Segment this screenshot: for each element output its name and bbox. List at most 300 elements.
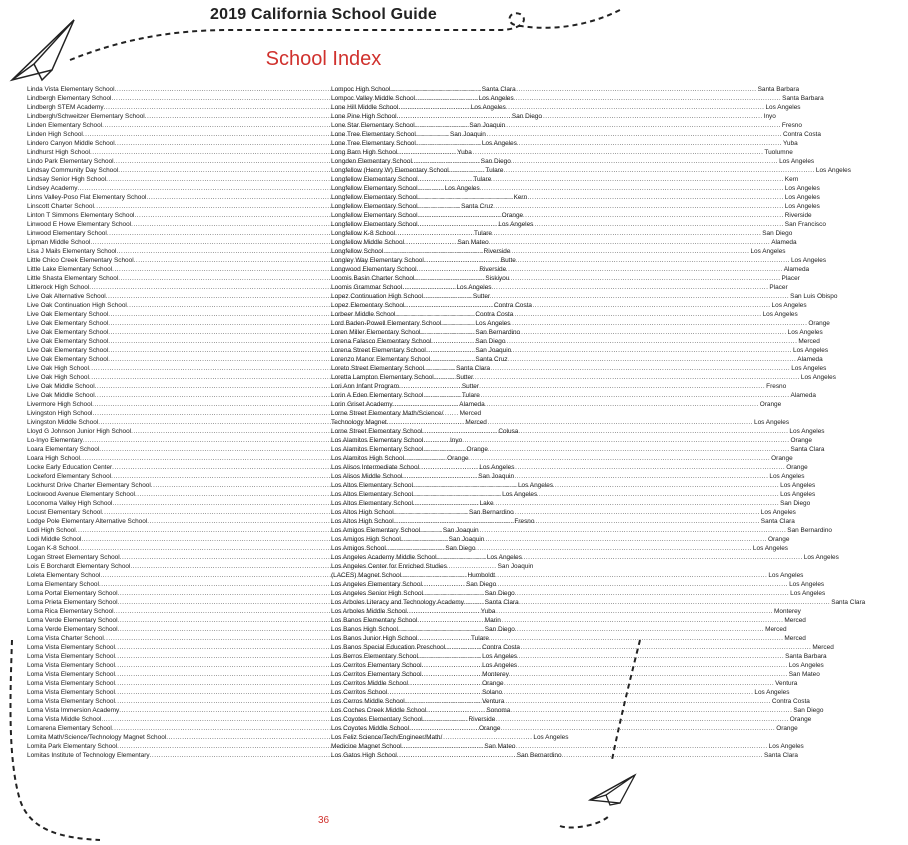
dot-leader	[420, 328, 786, 337]
school-name: Live Oak Continuation High School	[27, 302, 127, 309]
county-name: Los Angeles	[478, 95, 514, 102]
county-name: Sutter	[461, 383, 479, 390]
county-name: Alameda	[797, 356, 823, 363]
index-column-right	[331, 85, 866, 760]
school-name: Linton T Simmons Elementary School	[27, 212, 135, 219]
school-name: Los Alisos Intermediate School	[331, 464, 420, 471]
school-name: Live Oak Elementary School	[27, 356, 109, 363]
school-name: Lompoc Valley Middle School	[331, 95, 415, 102]
school-name: Loleta Elementary School	[27, 572, 101, 579]
county-name: Orange	[786, 464, 808, 471]
dot-leader	[413, 481, 779, 490]
school-name: Medicine Magnet School	[331, 743, 402, 750]
county-name: Riverside	[479, 266, 507, 273]
school-name: Lindbergh Elementary School	[27, 95, 112, 102]
index-entry	[331, 337, 820, 346]
county-name: Fresno	[781, 122, 802, 129]
school-name: Los Gatos High School	[331, 752, 397, 759]
school-name: Los Cerritos Elementary School	[331, 671, 422, 678]
school-name: Technology Magnet	[331, 419, 387, 426]
school-name: Lorenzo Manor Elementary School	[331, 356, 431, 363]
school-name: Lorena Falasco Elementary School	[331, 338, 432, 345]
county-name: Los Angeles	[470, 104, 506, 111]
school-name: Longfellow Middle School	[331, 239, 405, 246]
school-name: Lone Star Elementary School	[331, 122, 415, 129]
dot-leader	[407, 607, 773, 616]
county-name: San Diego	[480, 158, 511, 165]
school-name: Linwood Elementary School	[27, 230, 107, 237]
county-name: Monterey	[482, 671, 509, 678]
county-name: Tuolumne	[764, 149, 793, 156]
dot-leader	[423, 391, 789, 400]
index-entry	[331, 607, 801, 616]
county-name: Los Angeles	[754, 419, 790, 426]
dot-leader	[434, 373, 800, 382]
county-name: Los Angeles	[771, 302, 807, 309]
school-name: Lindsay Community Day School	[27, 167, 119, 174]
index-entry	[331, 697, 810, 706]
index-entry	[331, 166, 851, 175]
county-name: Merced	[784, 617, 806, 624]
county-name: Santa Clara	[484, 599, 519, 606]
school-name: Littlerock High School	[27, 284, 90, 291]
county-name: Merced	[784, 635, 806, 642]
school-name: Los Amigos Elementary School	[331, 527, 421, 534]
index-entry	[331, 688, 790, 697]
index-entry	[331, 292, 838, 301]
dot-leader	[399, 382, 765, 391]
school-name: Live Oak Middle School	[27, 392, 95, 399]
county-name: Santa Clara	[790, 446, 825, 453]
index-entry	[331, 526, 833, 535]
school-name: Lindero Canyon Middle School	[27, 140, 115, 147]
index-entry	[331, 562, 627, 571]
index-entry	[331, 310, 798, 319]
school-name: Longfellow Elementary School	[331, 194, 418, 201]
county-name: Alameda	[771, 239, 797, 246]
index-entry	[331, 103, 801, 112]
county-name: Monterey	[774, 608, 801, 615]
school-name: Los Cerritos Elementary School	[331, 662, 422, 669]
county-name: Santa Barbara	[785, 653, 827, 660]
school-name: Lodi Middle School	[27, 536, 82, 543]
index-entry	[331, 301, 807, 310]
county-name: Sutter	[456, 374, 474, 381]
school-name: Loara Elementary School	[27, 446, 100, 453]
school-name: Los Arboles Middle School	[331, 608, 407, 615]
county-name: Ventura	[775, 680, 798, 687]
school-name: Lorin Griset Academy	[331, 401, 393, 408]
county-name: Los Angeles	[803, 554, 839, 561]
school-name: Lindsay Senior High School	[27, 176, 107, 183]
school-name: Los Alamitos Elementary School	[331, 437, 424, 444]
index-entry	[331, 382, 787, 391]
county-name: San Mateo	[457, 239, 489, 246]
school-name: Loma Vista Immersion Academy	[27, 707, 120, 714]
dot-leader	[423, 292, 789, 301]
county-name: San Joaquin	[478, 473, 515, 480]
school-name: Live Oak Elementary School	[27, 338, 109, 345]
school-name: Linns Valley-Poso Flat Elementary School	[27, 194, 147, 201]
school-name: Lodi High School	[27, 527, 76, 534]
dot-leader	[422, 580, 788, 589]
school-name: Los Coyotes Middle School	[331, 725, 410, 732]
index-entry	[331, 130, 821, 139]
school-name: Loma Verde Elementary School	[27, 626, 118, 633]
dot-leader	[424, 364, 790, 373]
county-name: Santa Clara	[456, 365, 491, 372]
county-name: Los Angeles	[780, 482, 816, 489]
school-name: Linwood E Howe Elementary School	[27, 221, 132, 228]
county-name: Santa Barbara	[782, 95, 824, 102]
county-name: San Francisco	[784, 221, 826, 228]
school-name: Logan K-8 School	[27, 545, 79, 552]
school-name: Loomis Basin Charter School	[331, 275, 415, 282]
county-name: Los Angeles	[789, 581, 825, 588]
index-entry	[331, 427, 825, 436]
county-name: Los Angeles	[765, 104, 801, 111]
county-name: Yuba	[480, 608, 496, 615]
dot-leader	[408, 679, 774, 688]
county-name: Los Angeles	[769, 473, 805, 480]
school-name: Lisa J Mails Elementary School	[27, 248, 117, 255]
school-name: Longfellow Elementary School	[331, 203, 418, 210]
school-name: Locust Elementary School	[27, 509, 102, 516]
school-name: Loara High School	[27, 455, 80, 462]
dot-leader	[423, 445, 789, 454]
dot-leader	[416, 130, 782, 139]
index-entry	[331, 733, 627, 742]
guide-title: 2019 California School Guide	[210, 6, 437, 23]
dot-leader	[413, 490, 779, 499]
county-name: San Diego	[475, 338, 506, 345]
school-name: Lockeford Elementary School	[27, 473, 112, 480]
county-name: Sutter	[472, 293, 491, 300]
county-name: Los Angeles	[444, 185, 480, 192]
school-name: Los Angeles Center for Enriched Studies	[331, 563, 447, 570]
school-name: Live Oak Alternative School	[27, 293, 106, 300]
index-entry	[331, 625, 787, 634]
index-entry	[331, 643, 834, 652]
index-entry	[331, 481, 816, 490]
school-name: Little Shasta Elementary School	[27, 275, 119, 282]
dot-leader	[424, 256, 790, 265]
index-entry	[331, 679, 798, 688]
school-name: Longfellow K-8 School	[331, 230, 396, 237]
index-entry	[331, 544, 788, 553]
school-name: Little Chico Creek Elementary School	[27, 257, 134, 264]
school-name: Loma Verde Elementary School	[27, 617, 118, 624]
school-name: Los Cerritos School	[331, 689, 388, 696]
index-entry	[331, 373, 836, 382]
school-name: Longfellow (Henry W) Elementary School	[331, 167, 449, 174]
dot-leader	[413, 499, 779, 508]
index-entry	[331, 391, 816, 400]
school-name: Livingston Middle School	[27, 419, 99, 426]
dot-leader	[464, 598, 830, 607]
county-name: Placer	[769, 284, 788, 291]
index-entry	[331, 85, 800, 94]
school-name: Loma Vista Elementary School	[27, 680, 115, 687]
county-name: San Bernardino	[475, 329, 521, 336]
index-entry	[331, 247, 786, 256]
index-entry	[331, 202, 820, 211]
county-name: Los Angeles	[762, 311, 798, 318]
county-name: Solano	[482, 689, 503, 696]
dot-leader	[402, 472, 768, 481]
school-name: Lompoc High School	[331, 86, 391, 93]
dot-leader	[415, 94, 781, 103]
school-name: Los Amigos School	[331, 545, 386, 552]
county-name: Yuba	[457, 149, 472, 156]
index-entry	[331, 238, 797, 247]
index-entry	[331, 742, 804, 751]
dot-leader	[418, 175, 784, 184]
county-name: Contra Costa	[494, 302, 532, 309]
dot-leader	[394, 517, 760, 526]
county-name: San Joaquin	[442, 527, 479, 534]
school-name: Los Altos Elementary School	[331, 500, 413, 507]
county-name: Tulare	[473, 230, 492, 237]
index-entry	[331, 724, 798, 733]
county-name: Colusa	[498, 428, 519, 435]
dot-leader	[394, 508, 760, 517]
school-name: Loma Vista Elementary School	[27, 653, 115, 660]
county-name: Sonoma	[486, 707, 511, 714]
county-name: San Diego	[780, 500, 811, 507]
dot-leader	[404, 301, 770, 310]
school-name: Lo-Inyo Elementary	[27, 437, 83, 444]
school-name: Loreto Street Elementary School	[331, 365, 425, 372]
index-entry	[331, 634, 806, 643]
dot-leader	[386, 544, 752, 553]
county-name: Los Angeles	[482, 653, 518, 660]
county-name: Orange	[771, 455, 793, 462]
county-name: Los Angeles	[787, 329, 823, 336]
school-name: Loma Vista Elementary School	[27, 644, 115, 651]
school-name: Livermore High School	[27, 401, 93, 408]
county-name: Kern	[513, 194, 528, 201]
dot-leader	[398, 625, 764, 634]
school-name: Locke Early Education Center	[27, 464, 113, 471]
school-name: Lopez Elementary School	[331, 302, 405, 309]
school-name: Lori Ann Infant Program	[331, 383, 399, 390]
school-name: Loretta Lampton Elementary School	[331, 374, 434, 381]
dot-leader	[414, 274, 780, 283]
county-name: Los Angeles	[475, 320, 511, 327]
school-name: Live Oak High School	[27, 374, 89, 381]
school-name: Lord Baden-Powell Elementary School	[331, 320, 442, 327]
dot-leader	[422, 661, 788, 670]
dot-leader	[395, 229, 761, 238]
index-entry	[331, 454, 793, 463]
school-name: Los Feliz Science/Tech/Engineer/Math/	[331, 734, 443, 741]
page-number: 36	[317, 815, 330, 826]
county-name: Los Angeles	[768, 572, 804, 579]
dot-leader	[423, 436, 789, 445]
school-name: Lindo Park Elementary School	[27, 158, 114, 165]
index-entry	[331, 508, 796, 517]
school-name: Live Oak Elementary School	[27, 347, 109, 354]
dot-leader	[401, 571, 767, 580]
county-name: Los Angeles	[750, 248, 786, 255]
county-name: Yuba	[782, 140, 798, 147]
county-name: San Luis Obispo	[790, 293, 838, 300]
county-name: Los Angeles	[784, 203, 820, 210]
dot-leader	[418, 193, 784, 202]
county-name: San Joaquin	[469, 122, 506, 129]
school-name: Los Altos High School	[331, 518, 394, 525]
school-name: Lone Hill Middle School	[331, 104, 399, 111]
school-name: Linscott Charter School	[27, 203, 94, 210]
page-title: School Index	[265, 48, 382, 70]
county-name: Santa Clara	[764, 752, 799, 759]
school-name: Los Cerros Middle School	[331, 698, 405, 705]
index-entry	[331, 436, 812, 445]
county-name: Los Angeles	[752, 545, 788, 552]
dot-leader	[426, 706, 792, 715]
dot-leader	[404, 454, 770, 463]
county-name: Siskiyou	[485, 275, 510, 282]
school-name: Lindsey Academy	[27, 185, 78, 192]
index-entry	[331, 355, 823, 364]
county-name: Santa Clara	[831, 599, 866, 606]
county-name: Fresno	[514, 518, 535, 525]
school-name: Linda Vista Elementary School	[27, 86, 115, 93]
school-name: Los Coyotes Elementary School	[331, 716, 423, 723]
school-name: Los Alisos Middle School	[331, 473, 403, 480]
county-name: Los Angeles	[790, 590, 826, 597]
county-name: Orange	[501, 212, 524, 219]
school-name: Lorne Street Elementary Math/Science/	[331, 410, 444, 417]
index-entry	[331, 319, 830, 328]
county-name: Los Angeles	[482, 662, 518, 669]
school-name: Longden Elementary School	[331, 158, 412, 165]
index-entry	[331, 463, 808, 472]
dot-leader	[449, 166, 815, 175]
school-name: Loma Vista Charter School	[27, 635, 104, 642]
county-name: Alameda	[790, 392, 816, 399]
county-name: Alameda	[459, 401, 485, 408]
dot-leader	[419, 463, 785, 472]
county-name: Los Angeles	[498, 221, 534, 228]
county-name: San Diego	[793, 707, 824, 714]
dot-leader	[416, 139, 782, 148]
school-name: Los Banos High School	[331, 626, 398, 633]
school-name: Lockwood Avenue Elementary School	[27, 491, 135, 498]
county-name: Los Angeles	[502, 491, 538, 498]
county-name: Marin	[484, 617, 501, 624]
school-name: Los Alamitos High School	[331, 455, 404, 462]
school-name: Lockhurst Drive Charter Elementary School	[27, 482, 151, 489]
school-name: Live Oak Elementary School	[27, 320, 109, 327]
county-name: San Joaquin	[497, 563, 534, 570]
dot-leader	[417, 634, 783, 643]
county-name: Los Angeles	[456, 284, 492, 291]
school-name: Lindbergh/Schweitzer Elementary School	[27, 113, 145, 120]
dot-leader	[418, 184, 784, 193]
county-name: Los Angeles	[791, 365, 827, 372]
school-name: Live Oak Elementary School	[27, 329, 109, 336]
county-name: Orange	[447, 455, 469, 462]
county-name: Orange	[482, 680, 504, 687]
school-name: Longley Way Elementary School	[331, 257, 424, 264]
index-entry	[331, 715, 812, 724]
school-name: Los Altos Elementary School	[331, 491, 413, 498]
school-name: Lorin A Eden Elementary School	[331, 392, 424, 399]
county-name: San Joaquin	[448, 536, 485, 543]
dot-leader	[387, 418, 753, 427]
dot-leader	[441, 319, 807, 328]
school-name: Logan Street Elementary School	[27, 554, 120, 561]
county-name: Ventura	[482, 698, 505, 705]
county-name: Merced	[765, 626, 787, 633]
paper-airplane-icon	[590, 775, 635, 805]
dot-leader	[397, 112, 763, 121]
county-name: Orange	[790, 437, 812, 444]
index-entry	[331, 409, 627, 418]
county-name: Merced	[465, 419, 487, 426]
county-name: Santa Cruz	[461, 203, 494, 210]
county-name: Orange	[478, 725, 501, 732]
county-name: Santa Clara	[481, 86, 516, 93]
index-entry	[331, 364, 827, 373]
dot-leader	[412, 157, 778, 166]
school-name: Lopez Continuation High School	[331, 293, 423, 300]
school-name: Longfellow Elementary School	[331, 221, 418, 228]
dot-leader	[426, 346, 792, 355]
county-name: Los Angeles	[760, 509, 796, 516]
school-name: Lone Tree Elementary School	[331, 140, 416, 147]
school-name: Lorbeer Middle School	[331, 311, 396, 318]
school-name: Loma Vista Middle School	[27, 716, 102, 723]
school-name: Los Arboles Literacy and Technology Academy	[331, 599, 465, 606]
school-name: Los Coches Creek Middle School	[331, 707, 427, 714]
county-name: San Mateo	[484, 743, 516, 750]
county-name: Riverside	[468, 716, 496, 723]
index-entry	[331, 220, 826, 229]
school-name: Lomita Park Elementary School	[27, 743, 118, 750]
school-name: Loma Vista Elementary School	[27, 671, 115, 678]
school-name: Lorne Street Elementary School	[331, 428, 423, 435]
dot-leader	[418, 202, 784, 211]
school-name: Live Oak High School	[27, 365, 89, 372]
dot-leader	[404, 238, 770, 247]
school-name: Lindbergh STEM Academy	[27, 104, 104, 111]
school-name: Los Altos Elementary School	[331, 482, 413, 489]
county-name: Santa Clara	[760, 518, 795, 525]
dot-leader	[398, 103, 764, 112]
dot-leader	[418, 211, 784, 220]
county-name: Alameda	[783, 266, 810, 273]
dot-leader	[437, 553, 803, 562]
county-name: San Diego	[484, 626, 515, 633]
county-name: Santa Barbara	[757, 86, 800, 93]
county-name: Inyo	[763, 113, 776, 120]
index-entry	[331, 175, 799, 184]
school-name: Los Alamitos Elementary School	[331, 446, 424, 453]
county-name: Los Angeles	[533, 734, 569, 741]
index-entry	[331, 706, 824, 715]
index-entry	[331, 148, 793, 157]
school-name: Los Banos Special Education Preschool	[331, 644, 446, 651]
dot-leader	[393, 400, 759, 409]
index-entry	[331, 193, 820, 202]
county-name: Los Angeles	[790, 257, 827, 264]
school-name: Los Berros Elementary School	[331, 653, 418, 660]
school-name: Longwood Elementary School	[331, 266, 417, 273]
county-name: Contra Costa	[771, 698, 810, 705]
